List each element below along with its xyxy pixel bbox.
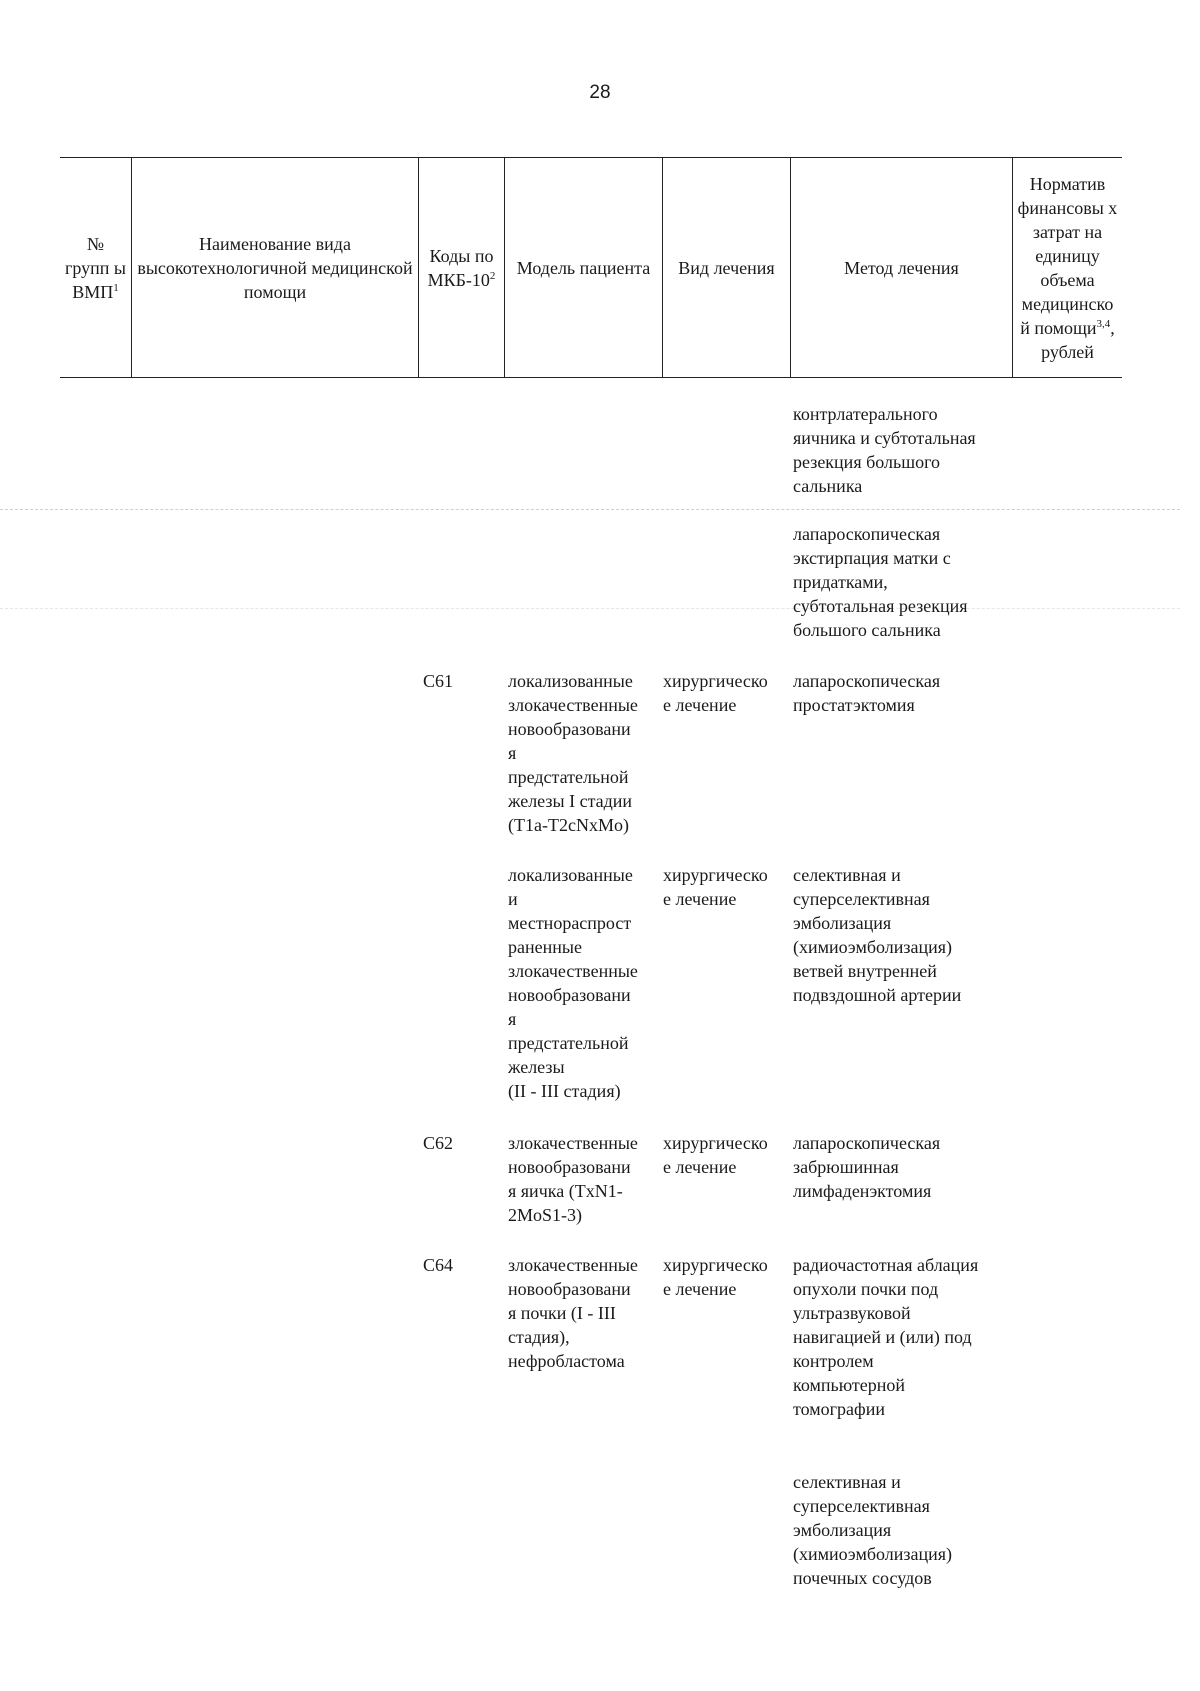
icd-code-cell: C61 — [423, 671, 454, 691]
icd-code-cell: C64 — [423, 1255, 454, 1275]
treatment-method-cell: контрлатерального яичника и субтотальная резекция большого сальника — [793, 404, 976, 496]
header-icd-codes — [419, 158, 505, 377]
treatment-type-cell: хирургическо е лечение — [663, 865, 768, 909]
footnote-2: 2 — [489, 269, 496, 282]
header-care-type-name — [132, 158, 419, 377]
patient-model-cell: локализованные злокачественные новообразовани я предстательной железы I стадии (T1a-T2cNxMo) — [508, 671, 638, 835]
header-treatment-type-label: Вид лечения — [678, 257, 775, 278]
header-cost-standard — [1013, 158, 1122, 377]
header-patient-model-label: Модель пациента — [516, 257, 651, 278]
patient-model-cell: злокачественные новообразовани я яичка (TxN1- 2MoS1-3) — [508, 1133, 638, 1225]
treatment-method-cell: лапароскопическая экстирпация матки с придатками, субтотальная резекция большого сальника — [793, 524, 968, 640]
treatment-method-cell: селективная и суперселективная эмболизация (химиоэмболизация) почечных сосудов — [793, 1472, 953, 1588]
header-treatment-method-label: Метод лечения — [844, 257, 959, 278]
header-treatment-type — [663, 158, 791, 377]
header-cost-standard-unit: , рублей — [1041, 317, 1115, 362]
header-care-type-name-label: Наименование вида высокотехнологичной медицинской помощи — [137, 233, 413, 302]
treatment-type-cell: хирургическо е лечение — [663, 1133, 768, 1177]
treatment-method-cell: лапароскопическая забрюшинная лимфаденэктомия — [793, 1133, 941, 1201]
header-treatment-method — [791, 158, 1013, 377]
table-header — [60, 157, 1122, 378]
header-icd-codes-label: Коды по МКБ-10 — [427, 245, 494, 290]
footnote-1: 1 — [113, 281, 119, 294]
treatment-method-cell: лапароскопическая простатэктомия — [793, 671, 941, 715]
patient-model-cell: локализованные и местнораспрост раненные злокачественные новообразовани я предстательной железы (II - III стадия) — [508, 865, 638, 1101]
header-group-number — [60, 158, 132, 377]
icd-code-cell: C62 — [423, 1133, 454, 1153]
header-patient-model — [505, 158, 663, 377]
treatment-type-cell: хирургическо е лечение — [663, 671, 768, 715]
footnote-3-4: 3,4 — [1096, 317, 1111, 330]
patient-model-cell: злокачественные новообразовани я почки (I - III стадия), нефробластома — [508, 1255, 638, 1371]
header-group-number-label: № групп ы ВМП — [64, 233, 126, 302]
treatment-type-cell: хирургическо е лечение — [663, 1255, 768, 1299]
page-number: 28 — [589, 82, 611, 103]
treatment-method-cell: радиочастотная аблация опухоли почки под ультразвуковой навигацией и (или) под контролем компьютерной томографии — [793, 1255, 979, 1419]
treatment-method-cell: селективная и суперселективная эмболизация (химиоэмболизация) ветвей внутренней подвздошной артерии — [793, 865, 962, 1005]
header-cost-standard-label: Норматив финансовы х затрат на единицу объема медицинско й помощи — [1017, 173, 1118, 338]
row-divider — [0, 509, 1180, 510]
